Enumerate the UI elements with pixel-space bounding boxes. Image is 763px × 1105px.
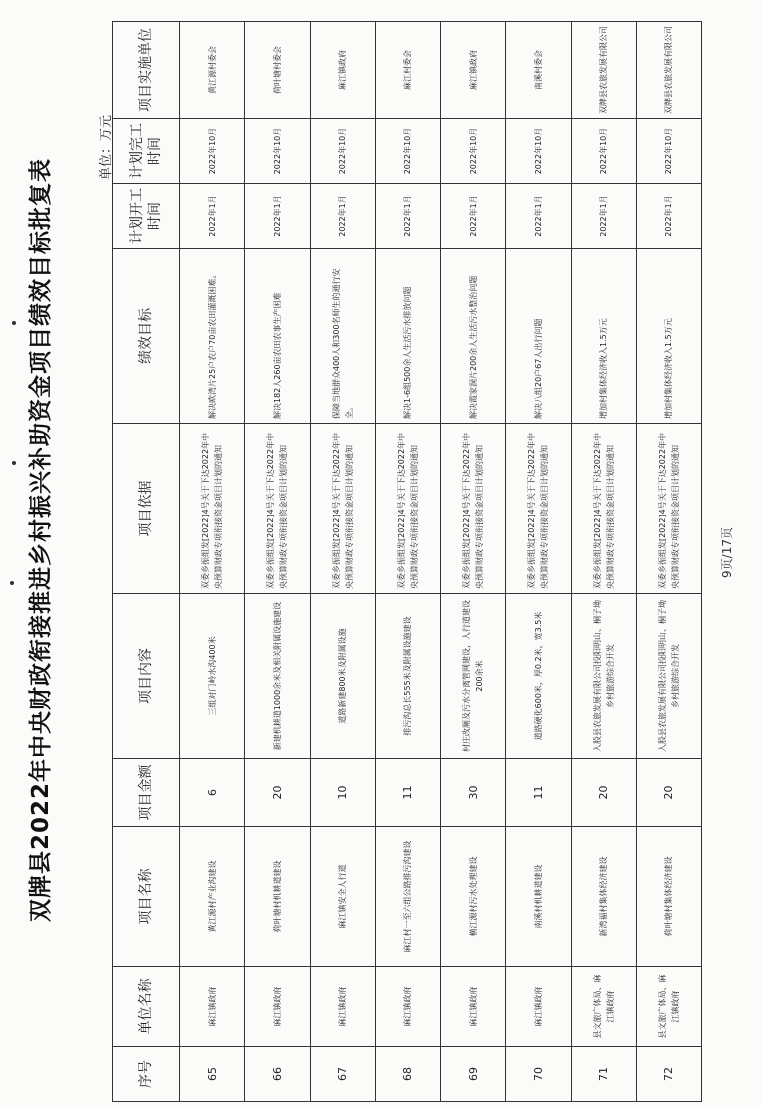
cell-amount: 20 [571,759,636,827]
cell-impl: 双牌县农旅发展有限公司 [571,22,636,119]
cell-start: 2022年1月 [636,184,701,249]
cell-impl: 麻江村委会 [375,22,440,119]
cell-amount: 6 [180,759,245,827]
table-row [571,22,636,1102]
col-header: 项目名称 [113,827,180,967]
cell-start: 2022年1月 [506,184,571,249]
table-row [180,22,245,1102]
table-row [506,22,571,1102]
table-header-row [113,22,180,1102]
cell-amount: 11 [375,759,440,827]
cell-amount: 20 [636,759,701,827]
cell-amount: 30 [441,759,506,827]
col-header: 项目内容 [113,594,180,759]
cell-name: 荷叶塘村机耕道建设 [245,827,310,967]
cell-content: 道路硬化600米，厚0.2米，宽3.5米 [506,594,571,759]
cell-impl: 荷叶塘村委会 [245,22,310,119]
cell-goal: 增加村集体经济收入1.5万元 [571,249,636,424]
cell-no: 66 [245,1047,310,1102]
cell-name: 新湾福村集体经济建设 [571,827,636,967]
cell-no: 69 [441,1047,506,1102]
cell-impl: 南溪村委会 [506,22,571,119]
cell-unit: 麻江镇政府 [506,967,571,1047]
approval-table [112,21,702,1102]
cell-impl: 麻江镇政府 [310,22,375,119]
cell-end: 2022年10月 [636,119,701,184]
cell-start: 2022年1月 [245,184,310,249]
scan-speck [12,461,16,465]
cell-content: 村庄改厕及污水分离管网建设，人行道建设200余米 [441,594,506,759]
cell-unit: 麻江镇政府 [310,967,375,1047]
cell-start: 2022年1月 [310,184,375,249]
cell-no: 71 [571,1047,636,1102]
col-header: 计划完工时间 [113,119,180,184]
cell-start: 2022年1月 [180,184,245,249]
col-header: 计划开工时间 [113,184,180,249]
cell-end: 2022年10月 [375,119,440,184]
cell-basis: 双委乡振组发[2022]4号关于下达2022年中央预算财政专项衔接资金项目计划的通知 [310,424,375,594]
table-row [245,22,310,1102]
cell-no: 65 [180,1047,245,1102]
cell-basis: 双委乡振组发[2022]4号关于下达2022年中央预算财政专项衔接资金项目计划的通知 [375,424,440,594]
scan-speck [10,581,14,585]
document-title: 双牌县2022年中央财政衔接推进乡村振兴补助资金项目绩效目标批复表 [28,158,54,923]
table-row [375,22,440,1102]
cell-impl: 双牌县农旅发展有限公司 [636,22,701,119]
cell-unit: 县文旅广体局、麻江镇政府 [636,967,701,1047]
cell-content: 入股县农旅发展有限公司投阳明山、桐子坳乡村旅游综合开发 [636,594,701,759]
cell-end: 2022年10月 [506,119,571,184]
table-row [441,22,506,1102]
cell-content: 道路新建800米及附属设施 [310,594,375,759]
page-number: 9页/17页 [720,527,734,578]
cell-amount: 10 [310,759,375,827]
col-header: 项目金额 [113,759,180,827]
cell-no: 72 [636,1047,701,1102]
cell-goal: 增加村集体经济收入1.5万元 [636,249,701,424]
col-header: 绩效目标 [113,249,180,424]
cell-unit: 麻江镇政府 [245,967,310,1047]
cell-end: 2022年10月 [441,119,506,184]
cell-amount: 20 [245,759,310,827]
cell-amount: 11 [506,759,571,827]
col-header: 项目实施单位 [113,22,180,119]
cell-basis: 双委乡振组发[2022]4号关于下达2022年中央预算财政专项衔接资金项目计划的通知 [506,424,571,594]
scan-speck [12,321,16,325]
cell-name: 麻江镇安全人行道 [310,827,375,967]
cell-no: 67 [310,1047,375,1102]
cell-name: 麻江村一至六组公路排污沟建设 [375,827,440,967]
col-header: 项目依据 [113,424,180,594]
cell-basis: 双委乡振组发[2022]4号关于下达2022年中央预算财政专项衔接资金项目计划的通知 [571,424,636,594]
cell-name: 荷叶塘村集体经济建设 [636,827,701,967]
cell-end: 2022年10月 [245,119,310,184]
cell-start: 2022年1月 [441,184,506,249]
cell-end: 2022年10月 [571,119,636,184]
unit-label: 单位：万元 [99,114,114,180]
col-header: 序号 [113,1047,180,1102]
cell-goal: 解决霞家洞片200余人生活污水整治问题 [441,249,506,424]
cell-impl: 麻江镇政府 [441,22,506,119]
cell-content: 新建机耕道1000余米及相关附属设施建设 [245,594,310,759]
cell-basis: 双委乡振组发[2022]4号关于下达2022年中央预算财政专项衔接资金项目计划的通知 [245,424,310,594]
cell-goal: 解决欧湾片25户农户70亩农田灌溉困难。 [180,249,245,424]
table-row [310,22,375,1102]
cell-unit: 县文旅广体局、麻江镇政府 [571,967,636,1047]
cell-basis: 双委乡振组发[2022]4号关于下达2022年中央预算财政专项衔接资金项目计划的通知 [180,424,245,594]
cell-goal: 解决182人260亩农田农事生产困难 [245,249,310,424]
cell-content: 三组对门岭水沟400米 [180,594,245,759]
cell-start: 2022年1月 [571,184,636,249]
cell-unit: 麻江镇政府 [180,967,245,1047]
cell-no: 68 [375,1047,440,1102]
cell-unit: 麻江镇政府 [441,967,506,1047]
cell-name: 横江源村污水处理建设 [441,827,506,967]
cell-basis: 双委乡振组发[2022]4号关于下达2022年中央预算财政专项衔接资金项目计划的通知 [441,424,506,594]
cell-unit: 麻江镇政府 [375,967,440,1047]
cell-goal: 保障当地群众400人和300名师生的通行安全。 [310,249,375,424]
cell-no: 70 [506,1047,571,1102]
cell-end: 2022年10月 [310,119,375,184]
cell-goal: 解决1-6组500余人生活污水排放问题 [375,249,440,424]
cell-name: 黄江源村产业沟建设 [180,827,245,967]
cell-basis: 双委乡振组发[2022]4号关于下达2022年中央预算财政专项衔接资金项目计划的通知 [636,424,701,594]
cell-content: 排污沟总长555米及附属设施建设 [375,594,440,759]
cell-name: 南溪村机耕道建设 [506,827,571,967]
cell-goal: 解决八组20户67人出行问题 [506,249,571,424]
cell-content: 入股县农旅发展有限公司投阳明山、桐子坳乡村旅游综合开发 [571,594,636,759]
cell-start: 2022年1月 [375,184,440,249]
cell-impl: 黄江源村委会 [180,22,245,119]
col-header: 单位名称 [113,967,180,1047]
cell-end: 2022年10月 [180,119,245,184]
table-row [636,22,701,1102]
